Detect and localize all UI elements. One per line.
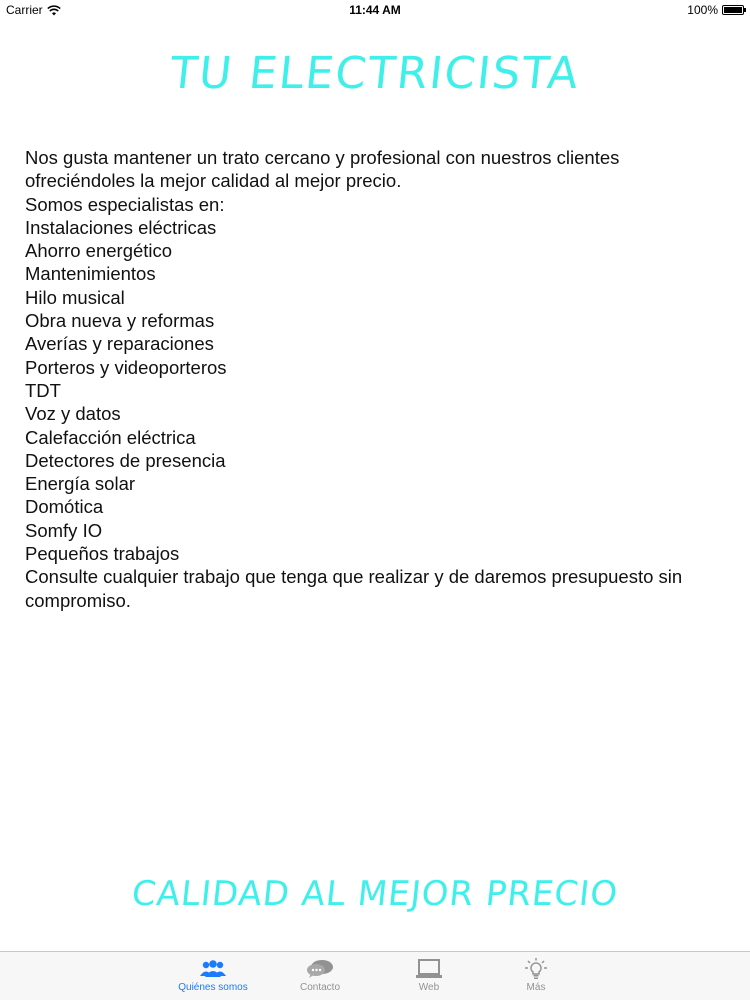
text-line: TDT [25,379,61,401]
text-line: Obra nueva y reformas [25,310,215,332]
carrier-label: Carrier [6,3,43,17]
slogan: CALIDAD AL MEJOR PRECIO [129,874,621,914]
tab-label: Web [418,982,440,993]
text-line: Pequeños trabajos [25,543,180,565]
tab-bar [0,951,750,1000]
text-line: Energía solar [25,473,136,495]
tab-quienes-somos[interactable] [168,952,258,1000]
text-line: Calefacción eléctrica [25,426,196,448]
text-line: Ahorro energético [25,240,173,262]
text-line: Averías y reparaciones [25,333,214,355]
tab-label: Quiénes somos [178,982,248,993]
text-line: Nos gusta mantener un trato cercano y profesional con nuestros clientes [25,147,620,168]
text-line: Somfy IO [25,519,103,541]
lightbulb-icon [521,958,551,980]
text-line: ofreciéndoles la mejor calidad al mejor precio. [25,170,402,192]
tab-label: Más [526,982,546,993]
battery-fill [724,7,742,13]
text-line: Hilo musical [25,286,125,308]
status-right [687,3,744,17]
status-time: 11:44 AM [349,3,401,17]
text-line: Voz y datos [25,403,121,425]
battery-percent: 100% [687,3,718,17]
tab-mas[interactable] [491,952,581,1000]
text-line: compromiso. [25,589,131,611]
text-line: Porteros y videoporteros [25,356,227,378]
description-text [25,146,730,612]
page-title: TU ELECTRICISTA [167,48,583,99]
text-line: Somos especialistas en: [25,193,225,215]
tab-web[interactable] [384,952,474,1000]
text-line: Consulte cualquier trabajo que tenga que realizar y de daremos presupuesto sin [25,566,683,588]
text-line: Domótica [25,496,104,518]
people-icon [198,958,228,980]
chat-bubbles-icon [305,958,335,980]
tab-label: Contacto [299,982,341,993]
status-bar [0,0,750,20]
tab-contacto[interactable] [275,952,365,1000]
text-line: Detectores de presencia [25,449,226,471]
battery-icon [722,5,744,15]
text-line: Instalaciones eléctricas [25,216,217,238]
laptop-icon [414,958,444,980]
text-line: Mantenimientos [25,263,156,285]
